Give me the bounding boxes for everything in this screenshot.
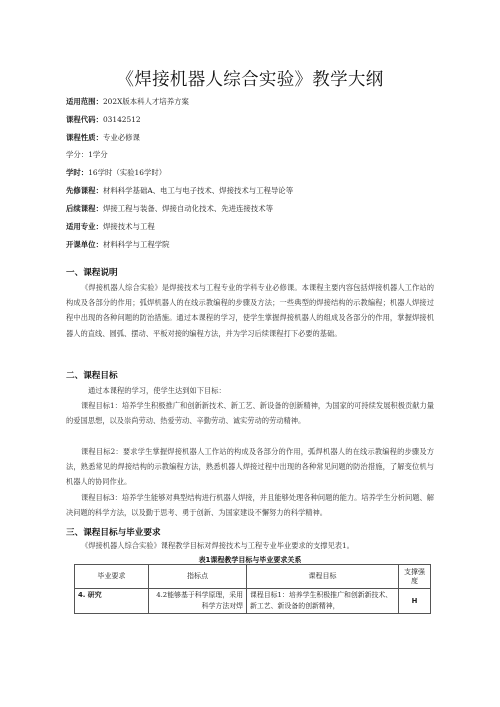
- meta-scope: 适用范围：202X版本科人才培养方案: [66, 97, 189, 106]
- meta-credits: 学分：1学分: [66, 150, 108, 159]
- meta-label: 先修课程: [66, 186, 96, 195]
- header-indicator: 指标点: [149, 565, 247, 589]
- header-strength: 支撑强度: [399, 565, 431, 589]
- section-description-paragraph: 《焊接机器人综合实验》是焊接技术与工程专业的学科专业必修课。本课程主要内容包括焊接机器人工作站的构成及各部分的作用；弧焊机器人的在线示教编程的步骤及方法；一些典型的焊接结构的示教编程；机器人焊接过程中出现的各种问题的防治措施。通过本课程的学习，使学生掌握焊接机器人的组成及各部分的作用，掌握焊接机器人的直线、圆弧、摆动、平板对接的编程方法，并为学习后续课程打下必要的基础。: [66, 283, 434, 338]
- table-row: [75, 589, 431, 614]
- cell-indicator: 4.2能够基于科学原理，采用科学方法对焊: [149, 589, 247, 614]
- cell-strength: H: [399, 589, 431, 614]
- meta-value: 专业必修课: [102, 133, 140, 142]
- meta-followup-courses: 后续课程：焊接工程与装备、焊接自动化技术、先进连接技术等: [66, 204, 273, 213]
- meta-label: 课程性质: [66, 133, 96, 142]
- cell-requirement: 4. 研究: [75, 589, 149, 614]
- table-caption: 表1课程教学目标与毕业要求关系: [198, 556, 302, 564]
- objectives-requirements-table: [74, 564, 431, 614]
- meta-value: 202X版本科人才培养方案: [102, 97, 189, 106]
- meta-course-type: 课程性质：专业必修课: [66, 133, 140, 142]
- objectives-intro: 通过本课程的学习，使学生达到如下目标：: [88, 386, 226, 395]
- meta-label: 学分: [66, 150, 81, 159]
- page-title: 《焊接机器人综合实验》教学大纲: [116, 70, 384, 90]
- table-header-row: [75, 565, 431, 589]
- meta-label: 适用专业: [66, 222, 96, 231]
- section-heading-requirements: 三、课程目标与毕业要求: [66, 528, 161, 538]
- meta-label: 适用范围: [66, 97, 96, 106]
- header-objective: 课程目标: [247, 565, 399, 589]
- meta-prerequisites: 先修课程：材料科学基础A、电工与电子技术、焊接技术与工程导论等: [66, 186, 294, 195]
- meta-hours: 学时：16学时（实验16学时）: [66, 168, 167, 177]
- meta-label: 学时: [66, 168, 81, 177]
- meta-label: 开课单位: [66, 240, 96, 249]
- section-heading-objectives: 二、课程目标: [66, 371, 118, 381]
- meta-value: 材料科学基础A、电工与电子技术、焊接技术与工程导论等: [102, 186, 294, 195]
- meta-value: 焊接技术与工程: [102, 222, 155, 231]
- requirements-intro: 《焊接机器人综合实验》课程教学目标对焊接技术与工程专业毕业要求的支撑见表1。: [81, 541, 354, 550]
- objective-3-paragraph: 课程目标3：培养学生能够对典型结构进行机器人焊接，并且能够处理各种问题的能力。培养学生分析问题、解决问题的科学方法，以及勤于思考、勇于创新、为国家建设不懈努力的科学精神。: [66, 493, 434, 518]
- meta-label: 后续课程: [66, 204, 96, 213]
- objective-1-paragraph: 课程目标1：培养学生积极推广和创新新技术、新工艺、新设备的创新精神，为国家的可持续发展积极贡献力量的爱国思想，以及崇尚劳动、热爱劳动、辛勤劳动、诚实劳动的劳动精神。: [66, 401, 434, 426]
- objective-2-paragraph: 课程目标2：要求学生掌握焊接机器人工作站的构成及各部分的作用，弧焊机器人的在线示教编程的步骤及方法，熟悉常见的焊接结构的示教编程方法，熟悉机器人焊接过程中出现的各种常见问题的防治措施，了解变位机与机器人的协同作业。: [66, 447, 434, 487]
- meta-value: 材料科学与工程学院: [102, 240, 170, 249]
- meta-value: 03142512: [102, 115, 141, 124]
- meta-course-code: 课程代码：03142512: [66, 115, 141, 124]
- meta-label: 课程代码: [66, 115, 96, 124]
- meta-value: 16学时（实验16学时）: [88, 168, 167, 177]
- meta-department: 开课单位：材料科学与工程学院: [66, 240, 170, 249]
- header-requirement: 毕业要求: [75, 565, 149, 589]
- section-heading-description: 一、课程说明: [66, 268, 118, 278]
- meta-value: 1学分: [88, 150, 108, 159]
- meta-value: 焊接工程与装备、焊接自动化技术、先进连接技术等: [102, 204, 273, 213]
- meta-major: 适用专业：焊接技术与工程: [66, 222, 155, 231]
- cell-objective: 课程目标1：培养学生积极推广和创新新技术、新工艺、新设备的创新精神，: [247, 589, 399, 614]
